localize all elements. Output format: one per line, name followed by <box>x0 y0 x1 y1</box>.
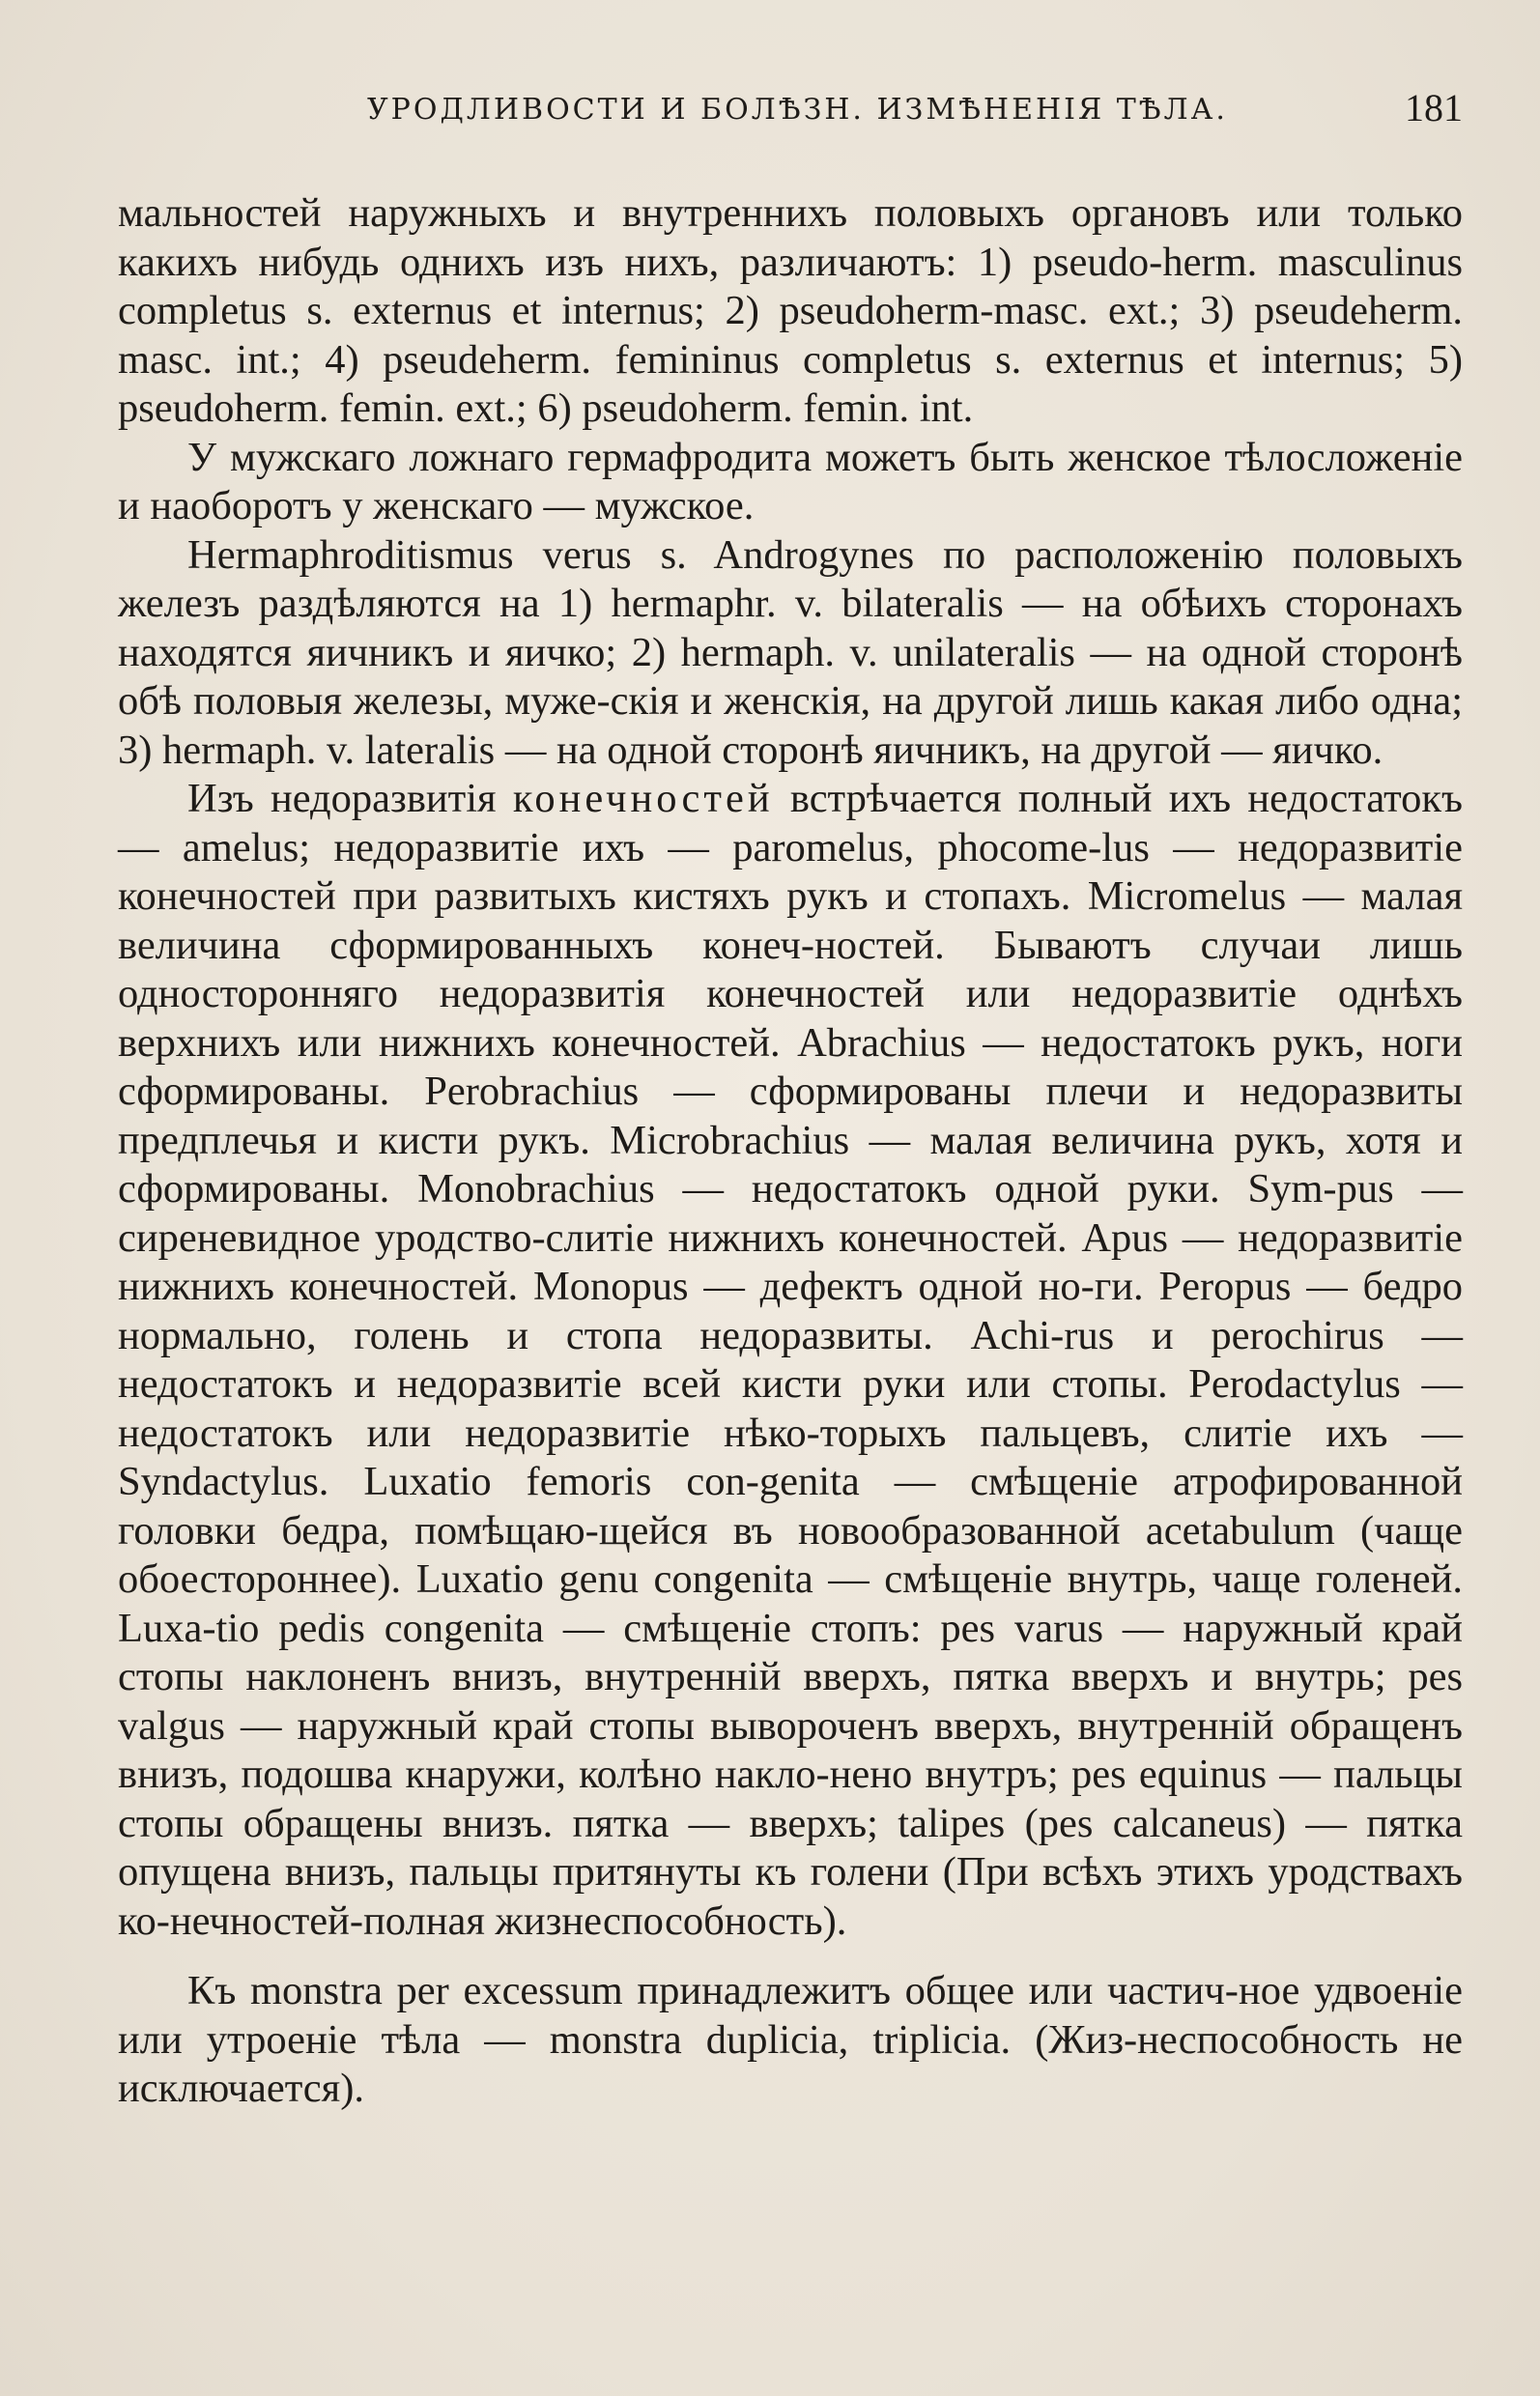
limb-paragraph-lead: Изъ недоразвитія <box>187 776 513 821</box>
page-number: 181 <box>1405 86 1463 129</box>
limb-paragraph-emphasis: конечностей <box>512 776 774 821</box>
running-head <box>118 85 1463 153</box>
limb-paragraph-body: встрѣчается полный ихъ недостатокъ — amelus; недоразвитіе ихъ — paromelus, phocome-lus — недоразвитіе конечностей при развитыхъ кистяхъ рукъ и стопахъ. Micromelus — малая величина сформированныхъ конеч-ностей. Бываютъ случаи лишь односторонняго недоразвитія конечностей или недоразвитіе однѣхъ верхнихъ или нижнихъ конечностей. Abrachius — недостатокъ рукъ, ноги сформированы. Perobrachius — сформированы плечи и недоразвиты предплечья и кисти рукъ. Microbrachius — малая величина рукъ, хотя и сформированы. Monobrachius — недостатокъ одной руки. Sym-pus — сиреневидное уродство-слитіе нижнихъ конечностей. Apus — недоразвитіе нижнихъ конечностей. Monopus — дефектъ одной но-ги. Peropus — бедро нормально, голень и стопа недоразвиты. Achi-rus и perochirus — недостатокъ и недоразвитіе всей кисти руки или стопы. Perodactylus — недостатокъ или недоразвитіе нѣко-торыхъ пальцевъ, слитіе ихъ — Syndactylus. Luxatio femoris con-genita — смѣщеніе атрофированной головки бедра, помѣщаю-щейся въ новообразованной acetabulum (чаще обоестороннее). Luxatio genu congenita — смѣщеніе внутрь, чаще голеней. Luxa-tio pedis congenita — смѣщеніе стопъ: pes varus — наружный край стопы наклоненъ внизъ, внутренній вверхъ, пятка вверхъ и внутрь; pes valgus — наружный край стопы вывороченъ вверхъ, внутренній обращенъ внизъ, подошва кнаружи, колѣно накло-нено внутръ; pes equinus — пальцы стопы обращены внизъ. пятка — вверхъ; talipes (pes calcaneus) — пятка опущена внизъ, пальцы притянуты къ голени (При всѣхъ этихъ уродствахъ ко-нечностей-полная жизнеспособность). <box>118 776 1464 1944</box>
body-text <box>118 189 1463 2114</box>
book-page <box>118 85 1463 2114</box>
paragraph-hermaphroditismus-verus: Hermaphroditismus verus s. Androgynes по расположенію половыхъ железъ раздѣляются на 1) hermaphr. v. bilateralis — на обѣихъ сторонахъ находятся яичникъ и яичко; 2) hermaph. v. unilateralis — на одной сторонѣ обѣ половыя железы, муже-скія и женскія, на другой лишь какая либо одна; 3) hermaph. v. lateralis — на одной сторонѣ яичникъ, на другой — яичко. <box>118 531 1463 773</box>
running-title: УРОДЛИВОСТИ И БОЛѢЗН. ИЗМѢНЕНІЯ ТѢЛА. <box>367 93 1228 127</box>
paragraph-monstra-per-excessum: Къ monstra per excessum принадлежитъ общее или частич-ное удвоеніе или утроеніе тѣла — monstra duplicia, triplicia. (Жиз-неспособность не исключается). <box>118 1968 1463 2111</box>
paragraph-limb-underdevelopment <box>118 775 1463 1946</box>
paragraph-false-hermaphrodite-build: У мужскаго ложнаго гермафродита можетъ быть женское тѣлосложеніе и наоборотъ у женскаго — мужское. <box>118 434 1463 528</box>
paragraph-pseudohermaphroditism-types: мальностей наружныхъ и внутреннихъ половыхъ органовъ или только какихъ нибудь однихъ изъ нихъ, различаютъ: 1) pseudo-herm. masculinus completus s. externus et internus; 2) pseudoherm-masc. ext.; 3) pseudeherm. masc. int.; 4) pseudeherm. femininus completus s. externus et internus; 5) pseudoherm. femin. ext.; 6) pseudoherm. femin. int. <box>118 190 1463 431</box>
